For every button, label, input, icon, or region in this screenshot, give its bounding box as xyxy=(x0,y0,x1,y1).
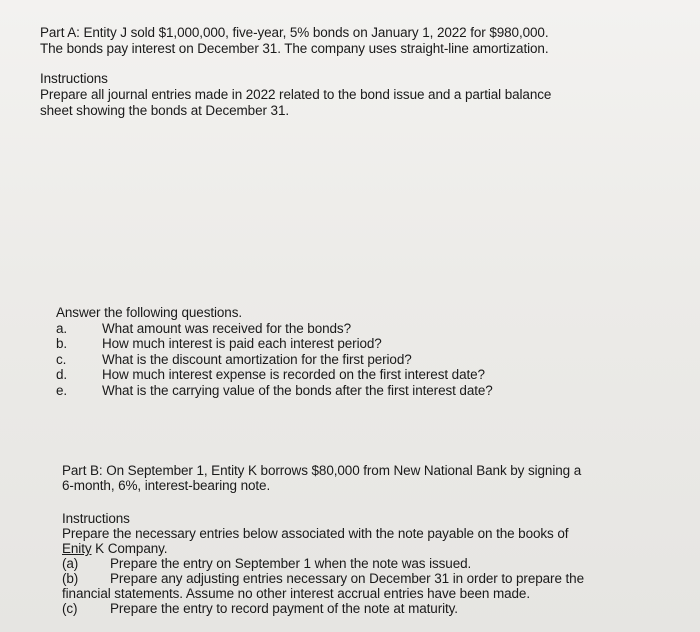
part-a-instructions-line-2: sheet showing the bonds at December 31. xyxy=(40,103,290,118)
part-a-line-1: Part A: Entity J sold $1,000,000, five-year, 5% bonds on January 1, 2022 for $980,000. xyxy=(40,25,549,40)
question-letter: a. xyxy=(56,320,68,336)
question-letter: c. xyxy=(56,351,67,367)
part-b-item-letter: (c) xyxy=(62,601,78,616)
question-letter: b. xyxy=(56,336,68,351)
part-a-instructions-line-1: Prepare all journal entries made in 2022 related to the bond issue and a partial balance xyxy=(40,87,552,102)
part-b-item-b-continuation: financial statements. Assume no other interest accrual entries have been made. xyxy=(62,586,530,601)
part-a-line-2: The bonds pay interest on December 31. The company uses straight-line amortization. xyxy=(40,41,549,56)
part-b-instructions-heading: Instructions xyxy=(62,511,130,526)
part-b-item xyxy=(62,601,682,616)
question-item xyxy=(56,336,656,352)
question-text: How much interest expense is recorded on the first interest date? xyxy=(102,367,485,382)
part-b-item xyxy=(62,571,682,586)
part-a-instructions-heading: Instructions xyxy=(40,71,108,86)
part-b-item-letter: (b) xyxy=(62,571,79,586)
questions-heading: Answer the following questions. xyxy=(56,305,243,320)
question-letter: e. xyxy=(56,382,68,398)
question-text: How much interest is paid each interest period? xyxy=(102,336,382,351)
misspelled-entity-word: Enity xyxy=(62,541,92,556)
question-item xyxy=(56,367,656,383)
question-text: What is the carrying value of the bonds after the first interest date? xyxy=(102,382,493,398)
question-item xyxy=(56,352,656,368)
part-b-instructions-line-1: Prepare the necessary entries below associated with the note payable on the books of xyxy=(62,526,569,541)
question-text: What amount was received for the bonds? xyxy=(102,320,351,336)
question-item xyxy=(56,383,656,399)
question-letter: d. xyxy=(56,367,68,382)
part-b-item-text: Prepare the entry on September 1 when the note was issued. xyxy=(110,556,472,571)
part-a-section xyxy=(40,25,660,119)
questions-section xyxy=(56,305,656,398)
company-name: K Company. xyxy=(91,541,168,556)
part-b-item-text: Prepare the entry to record payment of the note at maturity. xyxy=(110,601,458,616)
part-b-line-2: 6-month, 6%, interest-bearing note. xyxy=(62,478,271,493)
part-b-item xyxy=(62,556,682,571)
part-b-section xyxy=(62,463,682,616)
part-b-line-1: Part B: On September 1, Entity K borrows $80,000 from New National Bank by signing a xyxy=(62,463,582,478)
part-b-item-text: Prepare any adjusting entries necessary on December 31 in order to prepare the xyxy=(110,571,584,586)
part-b-instructions-line-2 xyxy=(62,541,682,556)
part-b-item-letter: (a) xyxy=(62,556,79,571)
question-text: What is the discount amortization for the first period? xyxy=(102,351,412,367)
question-item xyxy=(56,321,656,337)
